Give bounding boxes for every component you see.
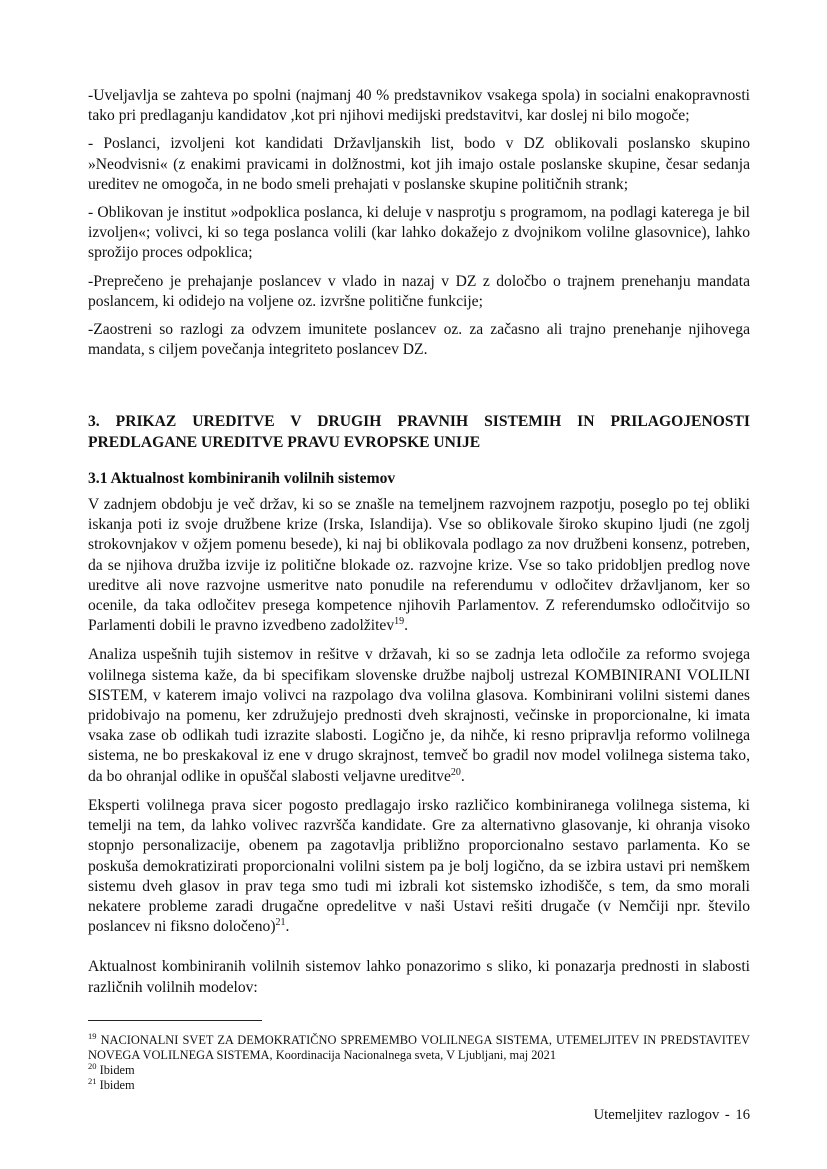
paragraph-text: V zadnjem obdobju je več držav, ki so se znašle na temeljnem razvojnem razpotju, poseglo po tej obliki iskanja poti iz svoje družbene krize (Irska, Islandija). Vse so oblikovale široko skupino ljudi (ne zgolj strokovnjakov v ožjem pomenu besede), ki naj bi oblikovala podlago za nov družbeni konsenz, potreben, da se njihova družba izvije iz politične blokade oz. razvojne krize. Vse so tako pridobljen predlog nove ureditve ali nove razvojne usmeritve nato ponudile na referendumu v odločitev državljanom, ker so ocenile, da taka odločitev presega kompetence njihovih Parlamentov. Z referendumsko odločitvijo so Parlamenti dobili le pravno izvedbeno zadolžitev <box>88 496 750 635</box>
paragraph-text: Analiza uspešnih tujih sistemov in rešitve v državah, ki so se zadnja leta odločile za reformo svojega volilnega sistema kaže, da bi specifikam slovenske družbe najbolj ustrezal KOMBINIRANI VOLILNI SISTEM, v katerem imajo volivci na razpolago dva volilna glasova. Kombinirani volilni sistemi danes pridobivajo na pomenu, ker združujejo prednosti dveh skrajnosti, večinske in proporcionalne, ki imata vsaka zase ob odlikah tudi izrazite slabosti. Logično je, da nihče, ki resno pripravlja reformo volilnega sistema, ne bo preskakoval iz ene v drugo skrajnost, temveč bo gradil nov model volilnega sistema tako, da bo ohranjal odlike in opuščal slabosti veljavne ureditve <box>88 646 750 785</box>
body-text <box>88 495 750 998</box>
bullet-item: -Zaostreni so razlogi za odvzem imunitete poslancev oz. za začasno ali trajno prenehanje njihovega mandata, s ciljem povečanja integriteto poslancev DZ. <box>88 321 750 359</box>
page-footer: Utemeljitev razlogov - 16 <box>593 1107 750 1123</box>
footnote-number: 19 <box>88 1030 97 1041</box>
footnote-ref[interactable]: 19 <box>394 616 405 628</box>
footnote-item <box>88 1030 750 1063</box>
section-heading: 3. PRIKAZ UREDITVE V DRUGIH PRAVNIH SISTEMIH IN PRILAGOJENOSTI PREDLAGANE UREDITVE PRAVU EVROPSKE UNIJE <box>88 413 750 451</box>
footnote-number: 20 <box>88 1061 97 1071</box>
paragraph-tail: . <box>460 767 465 785</box>
footnote-item <box>88 1063 750 1078</box>
sub-heading: 3.1 Aktualnost kombiniranih volilnih sistemov <box>88 469 396 487</box>
footnote-ref[interactable]: 21 <box>275 916 286 928</box>
footnote-text: Ibidem <box>96 1078 135 1093</box>
paragraph-text: Eksperti volilnega prava sicer pogosto predlagajo irsko različico kombiniranega volilnega sistema, ki temelji na tem, da lahko volivec razvršča kandidate. Gre za alternativno glasovanje, ki ohranja visoko stopnjo personalizacije, obenem pa zagotavlja približno proporcionalno sestavo parlamenta. Ko se poskuša demokratizirati proporcionalni volilni sistem pa je bolj logično, da se izbira ustavi pri nemškem sistemu dveh glasov in prav tega smo tudi mi izbrali kot sistemsko izhodišče, s tem, da smo morali nekatere probleme zaradi drugačne opredelitve v naši Ustavi rešiti drugače (v Nemčiji npr. število poslancev ni fiksno določeno) <box>88 796 750 936</box>
document-page <box>88 86 750 1094</box>
paragraph-tail: . <box>285 918 290 936</box>
paragraph <box>88 645 750 786</box>
paragraph <box>88 796 750 937</box>
footnote-text: Ibidem <box>96 1063 135 1078</box>
bullet-item: -Uveljavlja se zahteva po spolni (najmanj 40 % predstavnikov vsakega spola) in socialni enakopravnosti tako pri predlaganju kandidatov ,kot pri njihovi medijski predstavitvi, kar doslej ni bilo mogoče; <box>88 87 750 125</box>
paragraph <box>88 495 750 636</box>
paragraph-text: Aktualnost kombiniranih volilnih sistemov lahko ponazorimo s sliko, ki ponazarja prednosti in slabosti različnih volilnih modelov: <box>88 958 750 996</box>
bullet-item: -Preprečeno je prehajanje poslancev v vlado in nazaj v DZ z določbo o trajnem prenehanju mandata poslancem, ki odidejo na voljene oz. izvršne politične funkcije; <box>88 272 750 310</box>
footnote-text: NACIONALNI SVET ZA DEMOKRATIČNO SPREMEMBO VOLILNEGA SISTEMA, UTEMELJITEV IN PREDSTAVITEV NOVEGA VOLILNEGA SISTEMA, Koordinacija Nacionalnega sveta, V Ljubljani, maj 2021 <box>88 1032 750 1062</box>
paragraph-tail: . <box>404 617 409 635</box>
bullet-item: - Poslanci, izvoljeni kot kandidati Državljanskih list, bodo v DZ oblikovali poslansko skupino »Neodvisni« (z enakimi pravicami in dolžnostmi, kot jih imajo ostale poslanske skupine, česar sedanja ureditev ne omogoča, in ne bodo smeli prehajati v poslanske skupine političnih strank; <box>88 135 750 193</box>
bullet-list <box>88 86 750 360</box>
bullet-item: - Oblikovan je institut »odpoklica poslanca, ki deluje v nasprotju s programom, na podlagi katerega je bil izvoljen«; volivci, ki so tega poslanca volili (kar lahko dokažejo z dvojnikom volilne glasovnice), lahko sprožijo proces odpoklica; <box>88 204 750 262</box>
paragraph <box>88 957 750 997</box>
footnotes <box>88 1030 750 1094</box>
footnote-item <box>88 1078 750 1093</box>
footnote-ref[interactable]: 20 <box>450 766 461 778</box>
footnote-number: 21 <box>88 1076 97 1087</box>
footnote-divider <box>88 1020 262 1021</box>
